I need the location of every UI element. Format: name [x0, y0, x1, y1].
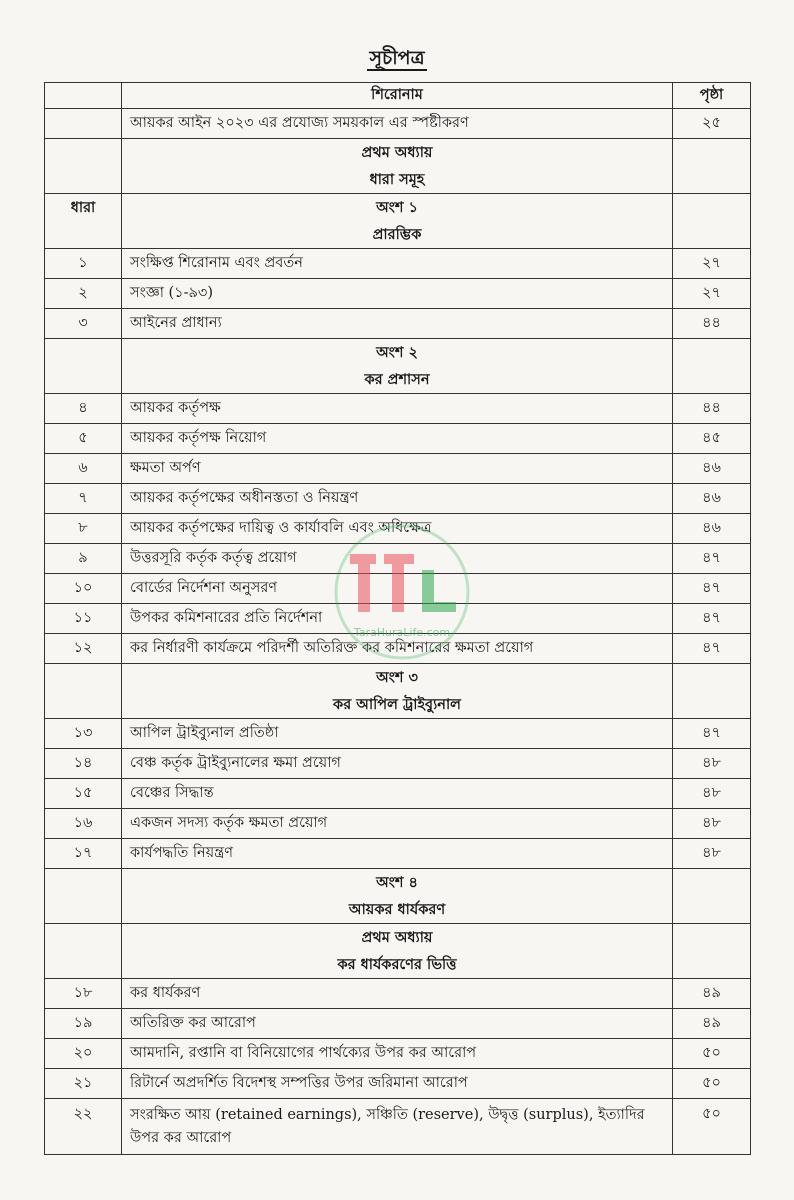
entry-page: ৫০ — [673, 1069, 751, 1099]
entry-title: ক্ষমতা অর্পণ — [122, 454, 673, 484]
entry-page: ৪৭ — [673, 544, 751, 574]
entry-page: ২৭ — [673, 249, 751, 279]
table-row — [45, 109, 751, 139]
entry-title: বেঞ্চের সিদ্ধান্ত — [122, 779, 673, 809]
entry-title: আমদানি, রপ্তানি বা বিনিয়োগের পার্থক্যের উপর কর আরোপ — [122, 1039, 673, 1069]
entry-number: ১৯ — [45, 1009, 122, 1039]
entry-page: ৪৮ — [673, 839, 751, 869]
entry-page: ২৫ — [673, 109, 751, 139]
entry-title: কর নির্ধারণী কার্যক্রমে পরিদর্শী অতিরিক্ত কর কমিশনারের ক্ষমতা প্রয়োগ — [122, 634, 673, 664]
part-heading-row — [45, 194, 751, 249]
entry-title: সংক্ষিপ্ত শিরোনাম এবং প্রবর্তন — [122, 249, 673, 279]
entry-number: ৫ — [45, 424, 122, 454]
table-row — [45, 454, 751, 484]
part-heading-row — [45, 869, 751, 924]
entry-title: উত্তরসূরি কর্তৃক কর্তৃত্ব প্রয়োগ — [122, 544, 673, 574]
entry-number: ১৮ — [45, 979, 122, 1009]
entry-title: উপকর কমিশনারের প্রতি নির্দেশনা — [122, 604, 673, 634]
entry-page: ৪৮ — [673, 749, 751, 779]
entry-number: ১২ — [45, 634, 122, 664]
table-row — [45, 604, 751, 634]
page-title: সূচীপত্র — [369, 47, 425, 69]
entry-number: ১১ — [45, 604, 122, 634]
table-row — [45, 839, 751, 869]
entry-title: বেঞ্চ কর্তৃক ট্রাইব্যুনালের ক্ষমা প্রয়োগ — [122, 749, 673, 779]
table-row — [45, 779, 751, 809]
part-heading-row — [45, 339, 751, 394]
table-row — [45, 1099, 751, 1155]
entry-number: ১৩ — [45, 719, 122, 749]
table-row — [45, 809, 751, 839]
header-title: শিরোনাম — [122, 83, 673, 109]
entry-number: ১ — [45, 249, 122, 279]
table-row — [45, 424, 751, 454]
entry-page: ৪৬ — [673, 484, 751, 514]
part-heading: অংশ ৪ আয়কর ধার্যকরণ — [122, 869, 673, 924]
header-page: পৃষ্ঠা — [673, 83, 751, 109]
entry-title: অতিরিক্ত কর আরোপ — [122, 1009, 673, 1039]
table-row — [45, 249, 751, 279]
entry-page: ৪৪ — [673, 394, 751, 424]
entry-number: ৬ — [45, 454, 122, 484]
entry-number: ৭ — [45, 484, 122, 514]
header-row — [45, 83, 751, 109]
table-row — [45, 544, 751, 574]
entry-title: সংরক্ষিত আয় (retained earnings), সঞ্চিতি (reserve), উদ্বৃত্ত (surplus), ইত্যাদির উপর কর আরোপ — [122, 1099, 673, 1155]
entry-number: ১৪ — [45, 749, 122, 779]
entry-page: ৪৪ — [673, 309, 751, 339]
entry-number: ২ — [45, 279, 122, 309]
table-row — [45, 719, 751, 749]
entry-page: ৪৮ — [673, 779, 751, 809]
table-row — [45, 514, 751, 544]
entry-title: বোর্ডের নির্দেশনা অনুসরণ — [122, 574, 673, 604]
part-heading: অংশ ১ প্রারম্ভিক — [122, 194, 673, 249]
entry-title: আয়কর কর্তৃপক্ষের অধীনস্ততা ও নিয়ন্ত্রণ — [122, 484, 673, 514]
chapter-heading-row — [45, 139, 751, 194]
table-row — [45, 484, 751, 514]
entry-page: ৪৭ — [673, 574, 751, 604]
entry-page: ২৭ — [673, 279, 751, 309]
entry-number: ৩ — [45, 309, 122, 339]
chapter-heading: প্রথম অধ্যায় ধারা সমূহ — [122, 139, 673, 194]
chapter-heading-row — [45, 924, 751, 979]
entry-number: ৯ — [45, 544, 122, 574]
table-row — [45, 309, 751, 339]
entry-title: কার্যপদ্ধতি নিয়ন্ত্রণ — [122, 839, 673, 869]
entry-number: ১৭ — [45, 839, 122, 869]
part-heading-row — [45, 664, 751, 719]
table-row — [45, 634, 751, 664]
entry-title: আয়কর কর্তৃপক্ষ নিয়োগ — [122, 424, 673, 454]
watermark-site: TaraHuraLife.com — [353, 626, 451, 639]
header-dhara: ধারা — [45, 194, 122, 249]
entry-number: ৪ — [45, 394, 122, 424]
entry-title: আয়কর আইন ২০২৩ এর প্রযোজ্য সময়কাল এর স্পষ্টীকরণ — [122, 109, 673, 139]
entry-title: আপিল ট্রাইব্যুনাল প্রতিষ্ঠা — [122, 719, 673, 749]
entry-title: একজন সদস্য কর্তৃক ক্ষমতা প্রয়োগ — [122, 809, 673, 839]
table-row — [45, 1009, 751, 1039]
entry-number: ২১ — [45, 1069, 122, 1099]
table-row — [45, 979, 751, 1009]
entry-number: ২২ — [45, 1099, 122, 1155]
entry-page: ৪৭ — [673, 634, 751, 664]
entry-title: আয়কর কর্তৃপক্ষের দায়িত্ব ও কার্যাবলি এবং অধিক্ষেত্র — [122, 514, 673, 544]
table-row — [45, 1039, 751, 1069]
table-row — [45, 279, 751, 309]
header-blank — [45, 83, 122, 109]
entry-page: ৪৬ — [673, 454, 751, 484]
table-row — [45, 749, 751, 779]
entry-title: আয়কর কর্তৃপক্ষ — [122, 394, 673, 424]
entry-page: ৪৭ — [673, 719, 751, 749]
entry-page: ৪৭ — [673, 604, 751, 634]
part-heading: অংশ ৩ কর আপিল ট্রাইব্যুনাল — [122, 664, 673, 719]
entry-page: ৪৯ — [673, 1009, 751, 1039]
entry-title: সংজ্ঞা (১-৯৩) — [122, 279, 673, 309]
entry-page: ৫০ — [673, 1099, 751, 1155]
entry-number: ১৫ — [45, 779, 122, 809]
entry-title: রিটার্নে অপ্রদর্শিত বিদেশস্থ সম্পত্তির উপর জরিমানা আরোপ — [122, 1069, 673, 1099]
entry-page: ৪৬ — [673, 514, 751, 544]
entry-number: ৮ — [45, 514, 122, 544]
part-heading: অংশ ২ কর প্রশাসন — [122, 339, 673, 394]
chapter-heading: প্রথম অধ্যায় কর ধার্যকরণের ভিত্তি — [122, 924, 673, 979]
table-row — [45, 574, 751, 604]
toc-table — [44, 82, 751, 1155]
entry-page: ৫০ — [673, 1039, 751, 1069]
entry-number: ১০ — [45, 574, 122, 604]
entry-page: ৪৮ — [673, 809, 751, 839]
entry-number: ২০ — [45, 1039, 122, 1069]
entry-title: আইনের প্রাধান্য — [122, 309, 673, 339]
table-row — [45, 1069, 751, 1099]
entry-title: কর ধার্যকরণ — [122, 979, 673, 1009]
table-row — [45, 394, 751, 424]
entry-page: ৪৫ — [673, 424, 751, 454]
entry-page: ৪৯ — [673, 979, 751, 1009]
entry-number: ১৬ — [45, 809, 122, 839]
